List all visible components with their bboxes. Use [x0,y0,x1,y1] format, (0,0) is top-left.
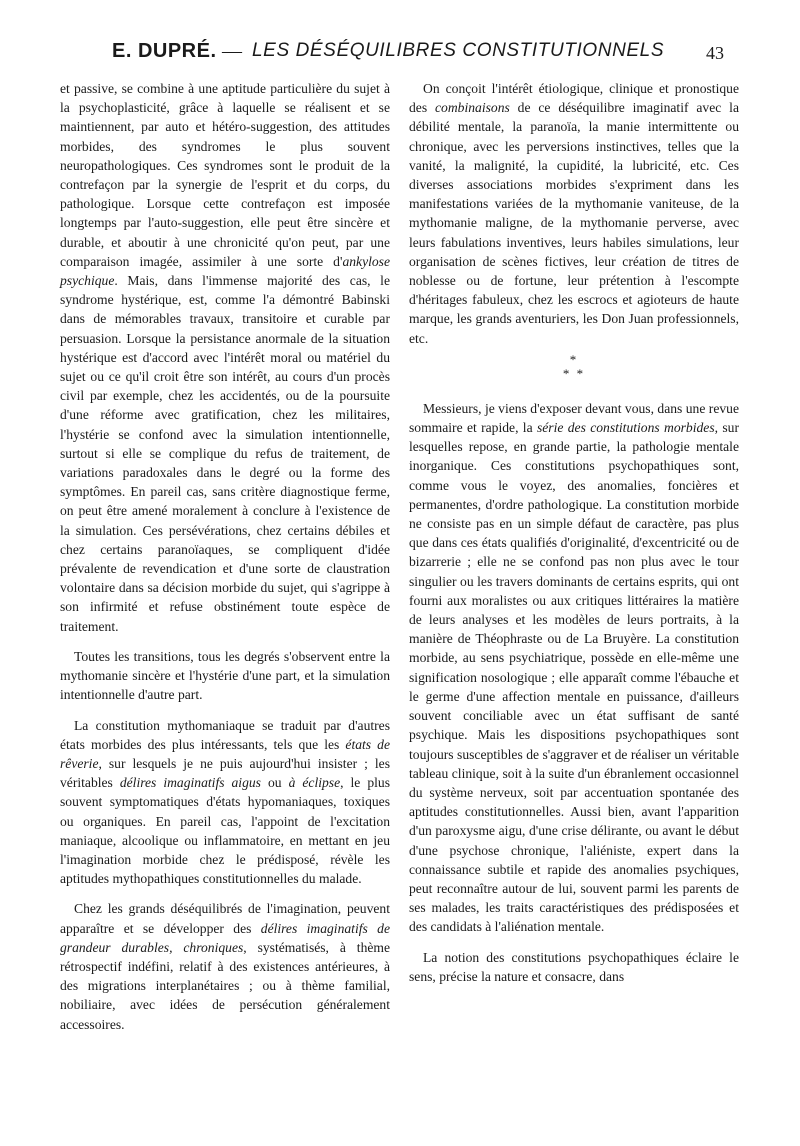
text-run: de ce déséquilibre imaginatif avec la débilité mentale, la paranoïa, la manie intermittente ou chronique, avec les perversions instinctives, telles que la vanité, la malignité, la cupidité, la lubricité, etc. Ces diverses associations morbides s'expriment dans les manifestations variées de la mythomanie vaniteuse, de la mythomanie maligne, de la mythomanie perverse, avec leurs fabulations inventives, leurs habiles simulations, leur organisation de scènes fictives, leur création de titres de noblesse ou de fortune, leur prétention à l'escompte d'héritages fabuleux, chez les escrocs et agioteurs de haute marque, les grands aventuriers, les Don Juan professionnels, etc. [409,100,739,346]
header-title: LES DÉSÉQUILIBRES CONSTITUTIONNELS [252,40,665,61]
left-column [60,79,390,1045]
text-run: , sur lesquels je ne puis aujourd'hui insister ; les véritables [60,755,390,791]
header-author: E. DUPRÉ. [112,40,217,62]
paragraph: La notion des constitutions psychopathiques éclaire le sens, précise la nature et consacre, dans [409,949,739,984]
paragraph [60,79,390,636]
text-run: , systématisés, à thème rétrospectif indéfini, relatif à des existences antérieures, à des migrations interplanétaires ; ou à thème familial, nobiliaire, avec idées de persécution généralement accessoires. [60,939,391,1032]
text-run: Chez les grands déséquilibrés de l'imagination, peuvent apparaître et se développer des [60,901,390,936]
paragraph [60,716,390,889]
italic-term: délires imaginatifs de grandeur durables, chroniques [60,920,390,955]
italic-term: à éclipse [288,775,341,791]
running-header [0,40,800,76]
text-run: On conçoit l'intérêt étiologique, clinique et pronostique des [409,81,739,116]
asterism-bottom: * * [562,365,586,381]
italic-term: combinaisons [435,100,510,116]
text-run: , sur lesquelles repose, en grande partie, la pathologie mentale inorganique. Ces constitutions psychopathiques sont, comme vous le voyez, des anomalies, foncières et permanentes, d'ordre pathologique. La constitution morbide ne consiste pas en un simple défaut de caractère, pas plus que dans ces états qualifiés d'originalité, d'excentricité ou de bizarrerie ; elle ne se confond pas non plus avec le tour singulier ou les travers dominants de certains esprits, qui ont fourni aux moralistes ou aux critiques littéraires la matière de leurs analyses et les modèles de leurs portraits, à la manière de Théophraste ou de La Bruyère. La constitution morbide, au sens psychiatrique, possède en elle-même une signification nosologique ; elle apparaît comme l'ébauche et le germe d'une affection mentale en puissance, d'ailleurs souvent conciliable avec un état suffisant de santé psychique. Mais les dispositions psychopathiques sont toujours susceptibles de s'aggraver et de réaliser un véritable tableau clinique, soit à la suite d'un ébranlement occasionnel du système nerveux, soit par accentuation spontanée des aptitudes constitutionnelles. Aussi bien, avant l'apparition d'un paroxysme aigu, d'une crise délirante, ou avant le début d'une psychose chronique, l'aliéniste, expert dans la connaissance subtile et rapide des anomalies psychiques, peut reconnaître autour de lui, souvent parmi les parents de ses malades, les traits caractéristiques des prédisposées et des candidats à l'aliénation mentale. [409,420,739,935]
right-column [409,79,739,997]
italic-term: ankylose psychique [60,253,390,289]
page-number: 43 [706,43,724,63]
text-run: Messieurs, je viens d'exposer devant vous, dans une revue sommaire et rapide, la [409,400,739,436]
paragraph: Toutes les transitions, tous les degrés s'observent entre la mythomanie sincère et l'hystérie d'une part, et la simulation intentionnelle d'autre part. [60,648,390,703]
paragraph [60,899,390,1033]
header-dash: — [222,40,242,62]
section-separator-asterism [409,353,739,381]
paragraph [409,79,739,348]
text-run: et passive, se combine à une aptitude particulière du sujet à la psychoplasticité, grâce à laquelle se réalisent et se maintiennent, par auto et hétéro-suggestion, des attitudes morbides, des syndromes le plus souvent neuropathologiques. Ces syndromes sont le produit de la contrefaçon par la synergie de l'esprit et du corps, du pathologique. Lorsque cette contrefaçon est imposée longtemps par l'auto-suggestion, elle peut être sincère et durable, et aboutir à une chronicité qu'on peut, par une comparaison imagée, assimiler à une sorte d' [60,81,390,269]
italic-term: états de rêverie [60,736,390,771]
asterism-top: * [569,351,579,367]
text-run: La constitution mythomaniaque se traduit par d'autres états morbides des plus intéressants, tels que les [60,717,390,752]
text-run: . Mais, dans l'immense majorité des cas, le syndrome hystérique, est, comme l'a démontré Babinski dans de mémorables travaux, transitoire et curable par persuasion. Lorsque la persistance anormale de la situation hystérique est d'accord avec l'intérêt moral ou matériel du sujet ou ce qu'il croit être son intérêt, au cours d'un procès civil par exemple, chez les accidentés, ou de la poursuite d'une réforme avec gratification, chez les militaires, l'hystérie se confond avec la simulation intentionnelle, surtout si elle se complique du refus de traitement, de variations paradoxales dans le degré ou la forme des symptômes. En pareil cas, sans critère diagnostique ferme, on peut être amené moralement à conclure à l'existence de la simulation. Ces persévérations, chez certains débiles et chez certains paranoïaques, se compliquent d'idée prévalente de revendication et d'une sorte de claustration volontaire dans sa décision morbide du sujet, qui s'agrippe à son infirmité et refuse obstinément toute espèce de traitement. [60,273,390,634]
text-run: , le plus souvent symptomatiques d'états hypomaniaques, toxiques ou organiques. En pareil cas, l'appoint de l'excitation maniaque, alcoolique ou inflammatoire, en mettant en jeu l'imagination morbide chez le prédisposé, révèle les aptitudes mythopathiques constitutionnelles du malade. [60,775,390,887]
italic-term: délires imaginatifs aigus [119,775,261,791]
paragraph [409,399,739,937]
italic-term: série des constitutions morbides [536,420,715,436]
text-run: ou [260,775,289,791]
